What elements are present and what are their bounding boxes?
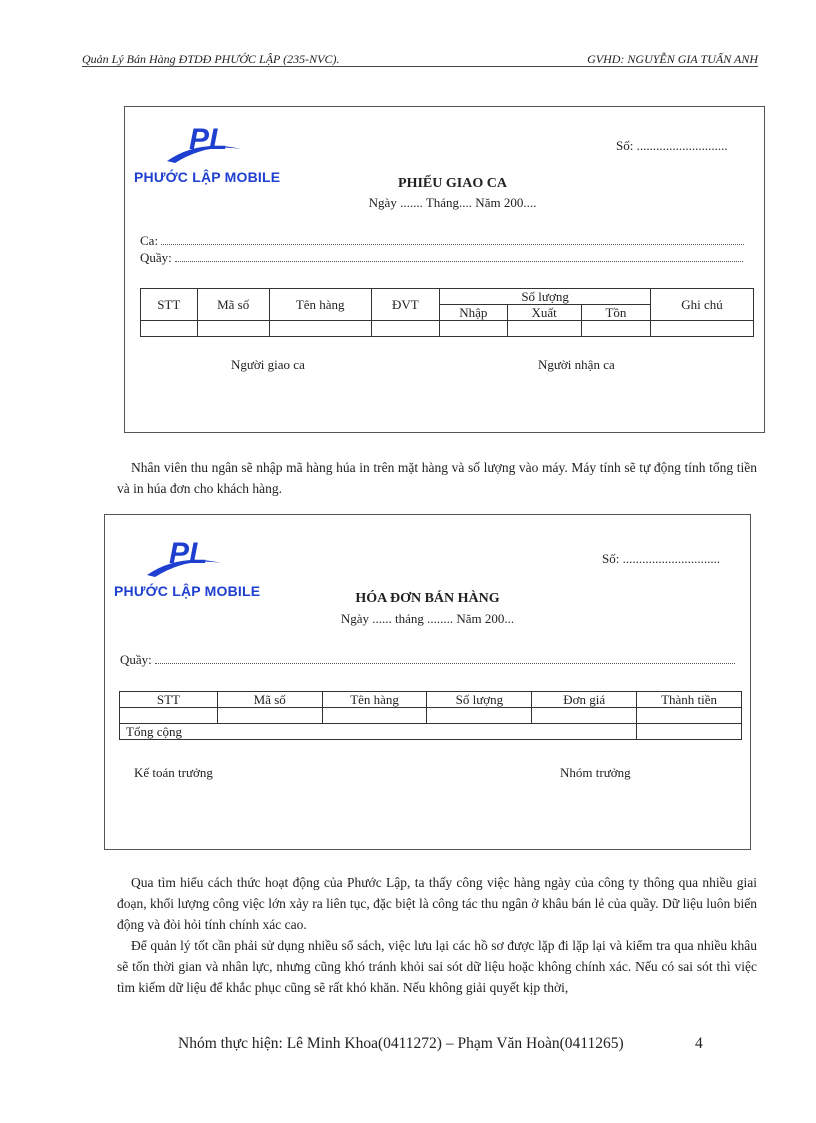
col-stt: STT bbox=[120, 692, 218, 708]
page-number: 4 bbox=[695, 1035, 703, 1052]
sign-right: Người nhận ca bbox=[538, 357, 615, 372]
form-title: HÓA ĐƠN BÁN HÀNG bbox=[355, 591, 500, 606]
col-nhap: Nhập bbox=[440, 305, 507, 321]
logo-swoosh-icon bbox=[109, 535, 269, 581]
phuoc-lap-logo bbox=[109, 535, 269, 599]
logo-mark: PL bbox=[169, 537, 208, 570]
ca-field bbox=[140, 233, 744, 249]
sign-left: Kế toán trưởng bbox=[134, 765, 213, 780]
ca-fill-line bbox=[161, 234, 744, 245]
form-date: Ngày ....... Tháng.... Năm 200.... bbox=[368, 195, 537, 210]
logo-text: PHƯỚC LẬP MOBILE bbox=[134, 169, 281, 185]
header-left: Quản Lý Bán Hàng ĐTDĐ PHƯỚC LẬP (235-NVC). bbox=[82, 52, 340, 66]
col-ton: Tồn bbox=[581, 305, 650, 321]
col-xuat: Xuất bbox=[507, 305, 581, 321]
paragraph-1: Nhân viên thu ngân sẽ nhập mã hàng húa in trên mặt hàng và số lượng vào máy. Máy tính sẽ tự động tính tổng tiền và in húa đơn cho khách hàng. bbox=[117, 460, 757, 496]
paragraph-2: Qua tìm hiểu cách thức hoạt động của Phước Lập, ta thấy công việc hàng ngày của công ty thông qua nhiều giai đoạn, khối lượng công việc lớn xảy ra liên tục, đặc biệt là công tác thu ngân ở khâu bán lẻ của quầy. Dữ liệu luôn biến động và đòi hỏi tính chính xác cao. bbox=[117, 875, 757, 932]
logo-text: PHƯỚC LẬP MOBILE bbox=[114, 583, 261, 599]
col-ten-hang: Tên hàng bbox=[322, 692, 427, 708]
quay-label: Quầy: bbox=[140, 250, 172, 265]
quay-field bbox=[140, 250, 743, 266]
ca-label: Ca: bbox=[140, 233, 159, 248]
quay-fill-line bbox=[155, 653, 735, 664]
col-so-luong: Số lượng bbox=[440, 289, 651, 305]
table-row bbox=[141, 321, 754, 337]
col-don-gia: Đơn giá bbox=[532, 692, 637, 708]
col-ma-so: Mã số bbox=[217, 692, 322, 708]
sign-right: Nhóm trưởng bbox=[560, 765, 631, 780]
col-dvt: ĐVT bbox=[371, 289, 439, 321]
hoa-don-table bbox=[119, 691, 742, 740]
logo-mark: PL bbox=[189, 123, 228, 156]
giao-ca-table bbox=[140, 288, 754, 337]
so-field: Số: ............................ bbox=[616, 138, 728, 153]
header-rule bbox=[82, 66, 758, 67]
form-hoa-don bbox=[104, 514, 751, 850]
footer-authors: Nhóm thực hiện: Lê Minh Khoa(0411272) – Phạm Văn Hoàn(0411265) bbox=[178, 1035, 624, 1052]
quay-label: Quầy: bbox=[120, 652, 152, 667]
col-ten-hang: Tên hàng bbox=[269, 289, 371, 321]
col-ghi-chu: Ghi chú bbox=[651, 289, 754, 321]
paragraph-3: Để quản lý tốt cần phải sử dụng nhiều sổ sách, việc lưu lại các hồ sơ được lặp đi lặp lại và kiểm tra qua nhiều khâu sẽ tốn thời gian và nhân lực, nhưng cũng khó tránh khỏi sai sót dữ liệu hoặc không chính xác. Nếu có sai sót thì việc tìm kiếm dữ liệu để khắc phục cũng sẽ rất khó khăn. Nếu không giải quyết kịp thời, bbox=[117, 938, 757, 995]
sign-left: Người giao ca bbox=[231, 357, 305, 372]
total-label: Tổng cộng bbox=[120, 724, 637, 740]
form-title: PHIẾU GIAO CA bbox=[398, 176, 507, 191]
logo-swoosh-icon bbox=[129, 121, 289, 167]
quay-field bbox=[120, 652, 735, 668]
total-row bbox=[120, 724, 742, 740]
col-thanh-tien: Thành tiền bbox=[637, 692, 742, 708]
form-phieu-giao-ca bbox=[124, 106, 765, 433]
quay-fill-line bbox=[175, 251, 743, 262]
col-so-luong: Số lượng bbox=[427, 692, 532, 708]
header-right: GVHD: NGUYỄN GIA TUẤN ANH bbox=[587, 52, 758, 66]
form-date: Ngày ...... tháng ........ Năm 200... bbox=[340, 611, 515, 626]
so-field: Số: .............................. bbox=[602, 551, 721, 566]
col-stt: STT bbox=[141, 289, 198, 321]
table-row bbox=[120, 708, 742, 724]
col-ma-so: Mã số bbox=[197, 289, 269, 321]
